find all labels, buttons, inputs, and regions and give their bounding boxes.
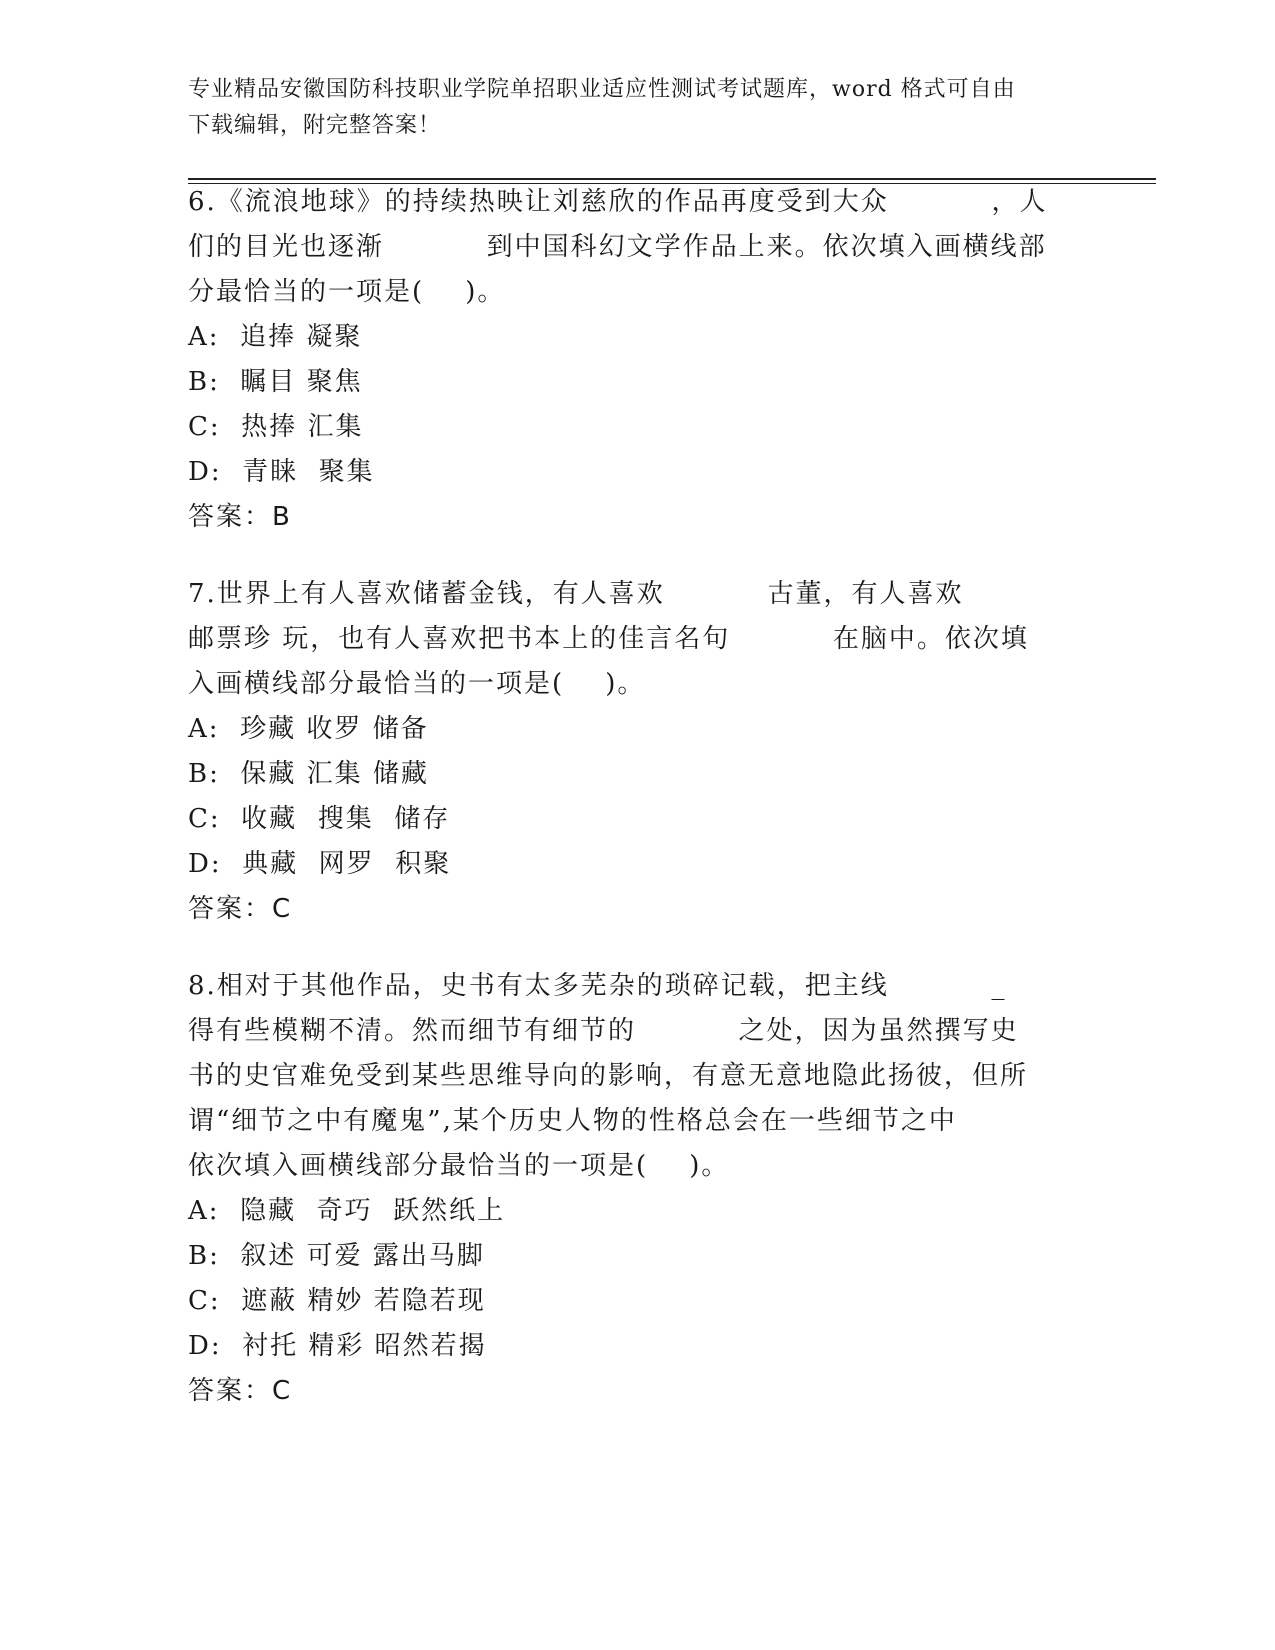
answer-line: 答案：B bbox=[188, 502, 292, 532]
document-header bbox=[188, 72, 1068, 144]
option-c: C: 收藏 搜集 储存 bbox=[188, 804, 451, 834]
question-stem bbox=[188, 964, 1088, 1189]
answer-line: 答案：C bbox=[188, 1376, 293, 1406]
option-c: C: 热捧 汇集 bbox=[188, 412, 364, 442]
option-a: A: 珍藏 收罗 储备 bbox=[188, 714, 429, 744]
question-stem bbox=[188, 180, 1088, 315]
answer-line: 答案：C bbox=[188, 894, 293, 924]
option-d: D: 衬托 精彩 昭然若揭 bbox=[188, 1331, 487, 1361]
option-a: A: 追捧 凝聚 bbox=[188, 322, 363, 352]
question-7 bbox=[188, 572, 1088, 932]
question-line: 8.相对于其他作品，史书有太多芜杂的琐碎记载，把主线 _ bbox=[188, 971, 1007, 1001]
option-c: C: 遮蔽 精妙 若隐若现 bbox=[188, 1286, 486, 1316]
question-stem bbox=[188, 572, 1088, 707]
question-6 bbox=[188, 180, 1088, 540]
question-line: 谓“细节之中有魔鬼”,某个历史人物的性格总会在一些细节之中 bbox=[188, 1106, 957, 1136]
option-b: B: 叙述 可爱 露出马脚 bbox=[188, 1241, 485, 1271]
header-line-2: 下载编辑，附完整答案！ bbox=[188, 113, 442, 138]
question-line: 依次填入画横线部分最恰当的一项是( )。 bbox=[188, 1151, 730, 1181]
question-line: 7.世界上有人喜欢储蓄金钱，有人喜欢 古董，有人喜欢 bbox=[188, 579, 964, 609]
option-d: D: 青睐 聚集 bbox=[188, 457, 375, 487]
option-b: B: 保藏 汇集 储藏 bbox=[188, 759, 429, 789]
question-line: 6.《流浪地球》的持续热映让刘慈欣的作品再度受到大众 ，人 bbox=[188, 187, 1048, 217]
question-line: 分最恰当的一项是( )。 bbox=[188, 277, 506, 307]
option-d: D: 典藏 网罗 积聚 bbox=[188, 849, 452, 879]
option-a: A: 隐藏 奇巧 跃然纸上 bbox=[188, 1196, 506, 1226]
question-line: 得有些模糊不清。然而细节有细节的 之处，因为虽然撰写史 bbox=[188, 1016, 1019, 1046]
question-8 bbox=[188, 964, 1088, 1414]
question-line: 邮票珍 玩，也有人喜欢把书本上的佳言名句 在脑中。依次填 bbox=[188, 624, 1029, 654]
question-line: 入画横线部分最恰当的一项是( )。 bbox=[188, 669, 646, 699]
question-line: 们的目光也逐渐 到中国科幻文学作品上来。依次填入画横线部 bbox=[188, 232, 1047, 262]
header-line-1: 专业精品安徽国防科技职业学院单招职业适应性测试考试题库，word 格式可自由 bbox=[188, 77, 1016, 102]
question-line: 书的史官难免受到某些思维导向的影响，有意无意地隐此扬彼，但所 bbox=[188, 1061, 1029, 1091]
option-b: B: 瞩目 聚焦 bbox=[188, 367, 363, 397]
